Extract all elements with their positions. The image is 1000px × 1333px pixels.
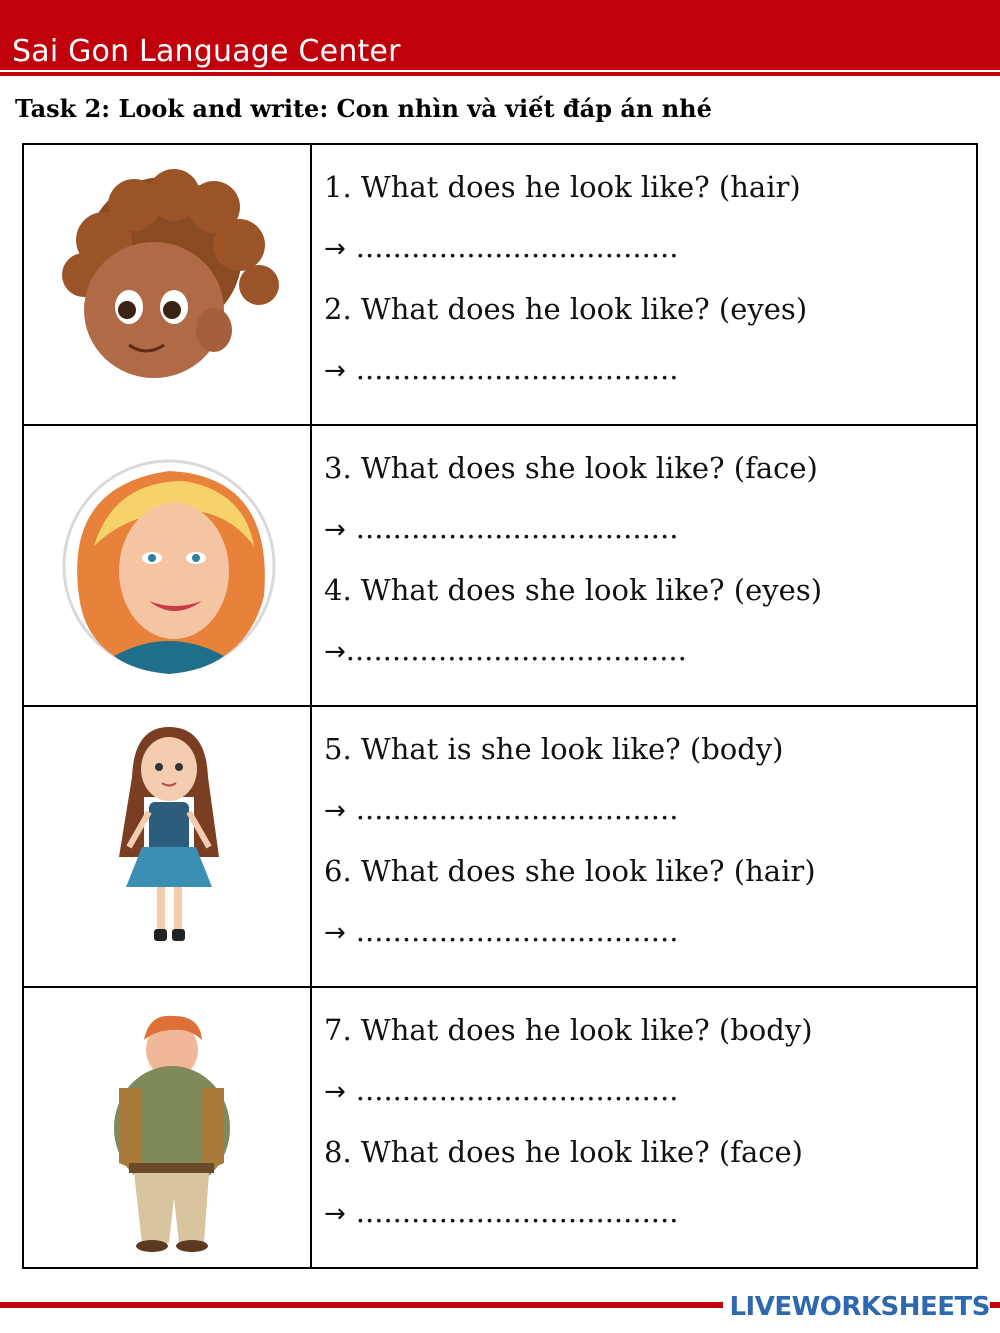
picture-cell [23, 706, 311, 987]
answer-blank: ................................... [355, 914, 679, 948]
arrow-icon: → [324, 234, 346, 264]
answer-blank: ................................... [355, 1073, 679, 1107]
girl-brown-hair-icon [24, 707, 310, 986]
boy-curly-hair-icon [24, 145, 310, 424]
header-divider [0, 72, 1000, 76]
arrow-icon: → [324, 515, 346, 545]
answer-blank: ................................... [355, 352, 679, 386]
picture-cell [23, 425, 311, 706]
question-8: 8. What does he look like? (face) [324, 1135, 803, 1169]
table-row [23, 144, 977, 425]
arrow-icon: → [324, 1077, 346, 1107]
arrow-icon: → [324, 1199, 346, 1229]
table-row [23, 425, 977, 706]
question-5: 5. What is she look like? (body) [324, 732, 784, 766]
question-3: 3. What does she look like? (face) [324, 451, 818, 485]
question-cell [311, 425, 977, 706]
answer-blank: ................................... [355, 792, 679, 826]
answer-line-5[interactable] [324, 779, 976, 841]
page-header-title: Sai Gon Language Center [12, 34, 401, 69]
task-title: Task 2: Look and write: Con nhìn và viết đáp án nhé [15, 94, 712, 123]
question-cell [311, 144, 977, 425]
arrow-icon: → [324, 356, 346, 386]
answer-blank: ................................... [355, 230, 679, 264]
answer-line-2[interactable] [324, 339, 976, 401]
answer-blank: ................................... [355, 1195, 679, 1229]
question-2: 2. What does he look like? (eyes) [324, 292, 808, 326]
question-cell [311, 706, 977, 987]
arrow-icon: → [324, 918, 346, 948]
blonde-woman-icon [24, 426, 310, 705]
answer-line-6[interactable] [324, 901, 976, 963]
worksheet-table [22, 143, 978, 1269]
answer-line-7[interactable] [324, 1060, 976, 1122]
liveworksheets-logo: LIVEWORKSHEETS [723, 1292, 990, 1322]
table-row [23, 706, 977, 987]
arrow-icon: → [324, 796, 346, 826]
answer-line-8[interactable] [324, 1182, 976, 1244]
question-6: 6. What does she look like? (hair) [324, 854, 816, 888]
question-cell [311, 987, 977, 1268]
answer-line-1[interactable] [324, 217, 976, 279]
picture-cell [23, 987, 311, 1268]
question-7: 7. What does he look like? (body) [324, 1013, 813, 1047]
arrow-icon: → [324, 637, 346, 667]
question-4: 4. What does she look like? (eyes) [324, 573, 823, 607]
answer-blank: ..................................... [345, 633, 687, 667]
answer-line-4[interactable] [324, 620, 976, 682]
picture-cell [23, 144, 311, 425]
chubby-man-icon [24, 988, 310, 1267]
answer-line-3[interactable] [324, 498, 976, 560]
question-1: 1. What does he look like? (hair) [324, 170, 801, 204]
table-row [23, 987, 977, 1268]
answer-blank: ................................... [355, 511, 679, 545]
